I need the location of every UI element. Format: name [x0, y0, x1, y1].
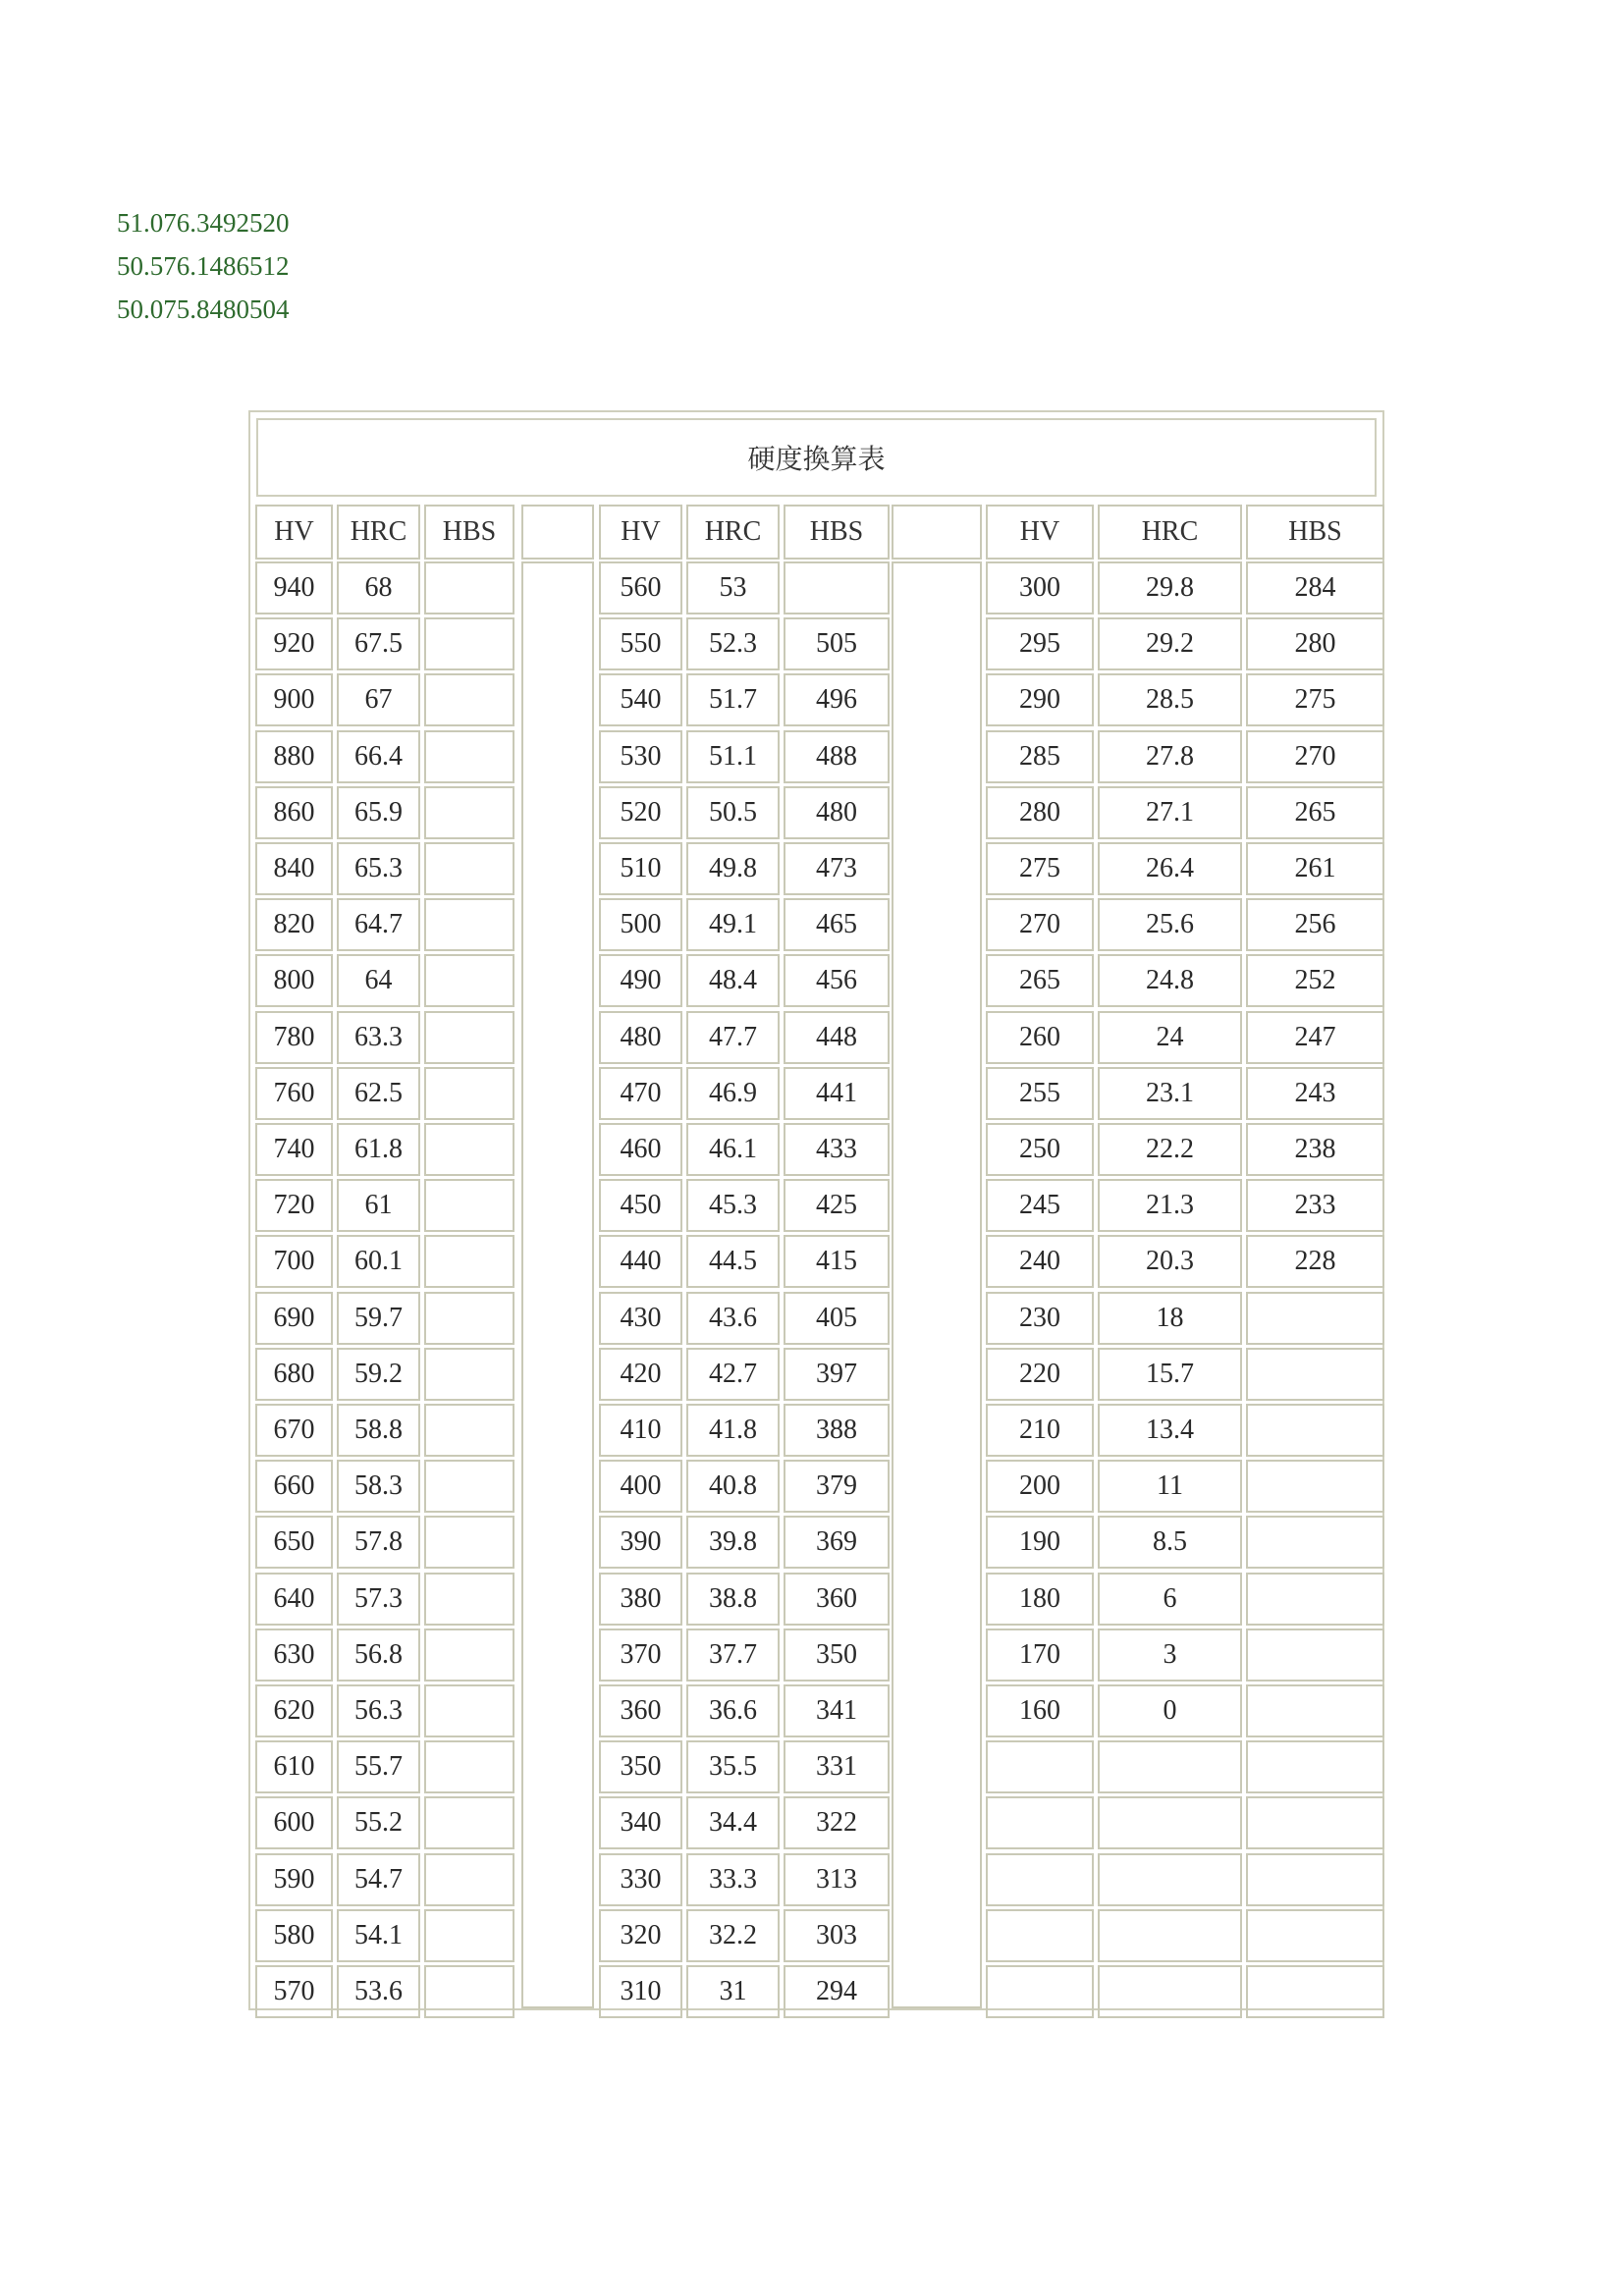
middle-hrc-cell: 39.8 [686, 1516, 780, 1569]
right-header-hrc: HRC [1098, 505, 1242, 560]
middle-hrc-cell: 48.4 [686, 954, 780, 1007]
middle-hbs-cell: 405 [784, 1292, 890, 1345]
left-hv-cell: 720 [255, 1179, 333, 1232]
header-spacer-2 [892, 505, 982, 560]
middle-hbs-cell: 369 [784, 1516, 890, 1569]
left-hrc-cell: 56.3 [337, 1684, 420, 1737]
left-hrc-cell: 59.2 [337, 1348, 420, 1401]
right-hrc-cell: 0 [1098, 1684, 1242, 1737]
left-hrc-cell: 67.5 [337, 617, 420, 670]
right-hrc-cell: 24.8 [1098, 954, 1242, 1007]
right-hbs-cell [1246, 1516, 1384, 1569]
middle-hv-cell: 540 [599, 673, 682, 726]
left-hbs-cell [424, 561, 514, 614]
middle-hbs-cell: 425 [784, 1179, 890, 1232]
middle-hrc-cell: 31 [686, 1965, 780, 2018]
middle-hbs-cell: 496 [784, 673, 890, 726]
middle-hv-cell: 380 [599, 1573, 682, 1626]
middle-hbs-cell: 397 [784, 1348, 890, 1401]
middle-hrc-cell: 35.5 [686, 1740, 780, 1793]
right-hbs-cell: 284 [1246, 561, 1384, 614]
middle-hbs-cell: 350 [784, 1629, 890, 1682]
right-hbs-cell: 275 [1246, 673, 1384, 726]
right-hbs-cell: 265 [1246, 786, 1384, 839]
middle-hbs-cell: 465 [784, 898, 890, 951]
left-hv-cell: 640 [255, 1573, 333, 1626]
right-hv-cell: 160 [986, 1684, 1094, 1737]
right-hrc-cell: 3 [1098, 1629, 1242, 1682]
right-hbs-cell: 238 [1246, 1123, 1384, 1176]
right-hv-cell: 240 [986, 1235, 1094, 1288]
middle-hv-cell: 510 [599, 842, 682, 895]
middle-hv-cell: 370 [599, 1629, 682, 1682]
middle-hbs-cell: 313 [784, 1853, 890, 1906]
left-hv-cell: 630 [255, 1629, 333, 1682]
middle-hrc-cell: 50.5 [686, 786, 780, 839]
left-hv-cell: 940 [255, 561, 333, 614]
right-hrc-cell: 11 [1098, 1460, 1242, 1513]
middle-hrc-cell: 51.7 [686, 673, 780, 726]
right-hv-cell [986, 1796, 1094, 1849]
right-hv-cell [986, 1740, 1094, 1793]
middle-hv-cell: 420 [599, 1348, 682, 1401]
right-hbs-cell: 233 [1246, 1179, 1384, 1232]
left-hv-cell: 840 [255, 842, 333, 895]
left-hbs-cell [424, 1516, 514, 1569]
left-header-hbs: HBS [424, 505, 514, 560]
middle-header-hbs: HBS [784, 505, 890, 560]
right-hrc-cell: 26.4 [1098, 842, 1242, 895]
right-hv-cell: 200 [986, 1460, 1094, 1513]
left-hrc-cell: 66.4 [337, 730, 420, 783]
right-hv-cell: 250 [986, 1123, 1094, 1176]
middle-hv-cell: 320 [599, 1909, 682, 1962]
right-hbs-cell: 228 [1246, 1235, 1384, 1288]
left-hbs-cell [424, 954, 514, 1007]
left-hrc-cell: 68 [337, 561, 420, 614]
middle-hrc-cell: 52.3 [686, 617, 780, 670]
left-hv-cell: 670 [255, 1404, 333, 1457]
right-hbs-cell [1246, 1740, 1384, 1793]
left-hbs-cell [424, 1909, 514, 1962]
hardness-conversion-table [248, 410, 1384, 2010]
left-hbs-cell [424, 1123, 514, 1176]
middle-hrc-cell: 36.6 [686, 1684, 780, 1737]
left-hrc-cell: 64.7 [337, 898, 420, 951]
middle-hbs-cell: 331 [784, 1740, 890, 1793]
right-header-hv: HV [986, 505, 1094, 560]
left-hrc-cell: 59.7 [337, 1292, 420, 1345]
right-hbs-cell: 280 [1246, 617, 1384, 670]
left-hv-cell: 650 [255, 1516, 333, 1569]
column-spacer-2 [892, 561, 982, 2008]
left-hv-cell: 800 [255, 954, 333, 1007]
left-hrc-cell: 61 [337, 1179, 420, 1232]
top-line-1: 51.076.3492520 [117, 208, 290, 238]
right-hv-cell: 275 [986, 842, 1094, 895]
right-hv-cell: 245 [986, 1179, 1094, 1232]
middle-hbs-cell: 480 [784, 786, 890, 839]
left-hv-cell: 740 [255, 1123, 333, 1176]
middle-hbs-cell: 303 [784, 1909, 890, 1962]
right-hbs-cell [1246, 1573, 1384, 1626]
right-hbs-cell: 252 [1246, 954, 1384, 1007]
middle-hv-cell: 530 [599, 730, 682, 783]
left-hrc-cell: 57.3 [337, 1573, 420, 1626]
middle-hv-cell: 330 [599, 1853, 682, 1906]
middle-hrc-cell: 46.9 [686, 1067, 780, 1120]
column-spacer-1 [521, 561, 594, 2008]
middle-hrc-cell: 49.1 [686, 898, 780, 951]
middle-hrc-cell: 47.7 [686, 1011, 780, 1064]
left-header-hrc: HRC [337, 505, 420, 560]
left-hbs-cell [424, 1965, 514, 2018]
left-hbs-cell [424, 1460, 514, 1513]
left-hbs-cell [424, 1235, 514, 1288]
middle-hv-cell: 440 [599, 1235, 682, 1288]
left-hbs-cell [424, 1011, 514, 1064]
middle-hbs-cell [784, 561, 890, 614]
right-hv-cell: 265 [986, 954, 1094, 1007]
middle-hrc-cell: 44.5 [686, 1235, 780, 1288]
left-hv-cell: 820 [255, 898, 333, 951]
middle-hbs-cell: 360 [784, 1573, 890, 1626]
right-hbs-cell [1246, 1460, 1384, 1513]
middle-hv-cell: 400 [599, 1460, 682, 1513]
right-hv-cell [986, 1909, 1094, 1962]
right-hrc-cell: 29.2 [1098, 617, 1242, 670]
left-hbs-cell [424, 1179, 514, 1232]
middle-hrc-cell: 42.7 [686, 1348, 780, 1401]
left-hrc-cell: 58.3 [337, 1460, 420, 1513]
left-hv-cell: 680 [255, 1348, 333, 1401]
right-hrc-cell: 29.8 [1098, 561, 1242, 614]
middle-hv-cell: 390 [599, 1516, 682, 1569]
right-hrc-cell: 18 [1098, 1292, 1242, 1345]
right-hv-cell: 180 [986, 1573, 1094, 1626]
middle-hrc-cell: 43.6 [686, 1292, 780, 1345]
left-hv-cell: 590 [255, 1853, 333, 1906]
middle-hv-cell: 360 [599, 1684, 682, 1737]
left-header-hv: HV [255, 505, 333, 560]
right-hrc-cell [1098, 1909, 1242, 1962]
right-hrc-cell: 6 [1098, 1573, 1242, 1626]
left-hrc-cell: 53.6 [337, 1965, 420, 2018]
middle-hv-cell: 350 [599, 1740, 682, 1793]
middle-hbs-cell: 456 [784, 954, 890, 1007]
left-hv-cell: 600 [255, 1796, 333, 1849]
middle-hrc-cell: 38.8 [686, 1573, 780, 1626]
left-hv-cell: 880 [255, 730, 333, 783]
left-hrc-cell: 57.8 [337, 1516, 420, 1569]
left-hrc-cell: 58.8 [337, 1404, 420, 1457]
middle-hv-cell: 550 [599, 617, 682, 670]
right-hrc-cell: 21.3 [1098, 1179, 1242, 1232]
left-hbs-cell [424, 786, 514, 839]
left-hv-cell: 660 [255, 1460, 333, 1513]
left-hbs-cell [424, 673, 514, 726]
left-hrc-cell: 63.3 [337, 1011, 420, 1064]
top-lines [117, 201, 290, 331]
left-hbs-cell [424, 1740, 514, 1793]
right-hv-cell: 290 [986, 673, 1094, 726]
middle-hv-cell: 450 [599, 1179, 682, 1232]
right-hrc-cell: 23.1 [1098, 1067, 1242, 1120]
right-hv-cell [986, 1965, 1094, 2018]
middle-hbs-cell: 322 [784, 1796, 890, 1849]
right-hrc-cell: 22.2 [1098, 1123, 1242, 1176]
right-hrc-cell: 25.6 [1098, 898, 1242, 951]
middle-hv-cell: 310 [599, 1965, 682, 2018]
right-hv-cell: 220 [986, 1348, 1094, 1401]
left-hv-cell: 700 [255, 1235, 333, 1288]
left-hv-cell: 760 [255, 1067, 333, 1120]
right-hbs-cell [1246, 1684, 1384, 1737]
middle-hv-cell: 490 [599, 954, 682, 1007]
left-hrc-cell: 65.9 [337, 786, 420, 839]
left-hbs-cell [424, 1684, 514, 1737]
left-hrc-cell: 62.5 [337, 1067, 420, 1120]
left-hv-cell: 570 [255, 1965, 333, 2018]
right-hbs-cell: 270 [1246, 730, 1384, 783]
left-hv-cell: 780 [255, 1011, 333, 1064]
right-hv-cell: 280 [986, 786, 1094, 839]
left-hv-cell: 860 [255, 786, 333, 839]
right-hbs-cell [1246, 1965, 1384, 2018]
left-hbs-cell [424, 1573, 514, 1626]
left-hrc-cell: 56.8 [337, 1629, 420, 1682]
right-hbs-cell [1246, 1348, 1384, 1401]
middle-hrc-cell: 34.4 [686, 1796, 780, 1849]
middle-hrc-cell: 37.7 [686, 1629, 780, 1682]
left-hbs-cell [424, 617, 514, 670]
left-hrc-cell: 61.8 [337, 1123, 420, 1176]
middle-hv-cell: 340 [599, 1796, 682, 1849]
right-hbs-cell: 243 [1246, 1067, 1384, 1120]
middle-hv-cell: 410 [599, 1404, 682, 1457]
right-hbs-cell [1246, 1404, 1384, 1457]
middle-hv-cell: 470 [599, 1067, 682, 1120]
left-hrc-cell: 55.7 [337, 1740, 420, 1793]
right-hbs-cell [1246, 1292, 1384, 1345]
middle-hrc-cell: 45.3 [686, 1179, 780, 1232]
left-hv-cell: 900 [255, 673, 333, 726]
right-hrc-cell [1098, 1740, 1242, 1793]
right-hv-cell: 255 [986, 1067, 1094, 1120]
top-line-3: 50.075.8480504 [117, 294, 290, 324]
right-hbs-cell: 261 [1246, 842, 1384, 895]
middle-hbs-cell: 433 [784, 1123, 890, 1176]
left-hrc-cell: 60.1 [337, 1235, 420, 1288]
right-hrc-cell: 8.5 [1098, 1516, 1242, 1569]
middle-hrc-cell: 40.8 [686, 1460, 780, 1513]
right-hv-cell: 295 [986, 617, 1094, 670]
right-hbs-cell [1246, 1909, 1384, 1962]
middle-hrc-cell: 46.1 [686, 1123, 780, 1176]
right-hbs-cell: 256 [1246, 898, 1384, 951]
left-hbs-cell [424, 1348, 514, 1401]
right-hrc-cell: 20.3 [1098, 1235, 1242, 1288]
right-hrc-cell: 27.8 [1098, 730, 1242, 783]
right-hv-cell: 300 [986, 561, 1094, 614]
right-hv-cell: 230 [986, 1292, 1094, 1345]
middle-hrc-cell: 53 [686, 561, 780, 614]
left-hbs-cell [424, 842, 514, 895]
right-hbs-cell [1246, 1629, 1384, 1682]
left-hbs-cell [424, 1796, 514, 1849]
right-hrc-cell [1098, 1853, 1242, 1906]
middle-hv-cell: 460 [599, 1123, 682, 1176]
table-title: 硬度換算表 [256, 418, 1377, 497]
middle-hbs-cell: 379 [784, 1460, 890, 1513]
middle-hrc-cell: 51.1 [686, 730, 780, 783]
left-hrc-cell: 65.3 [337, 842, 420, 895]
left-hrc-cell: 67 [337, 673, 420, 726]
left-hrc-cell: 55.2 [337, 1796, 420, 1849]
top-line-2: 50.576.1486512 [117, 251, 290, 281]
right-hrc-cell: 24 [1098, 1011, 1242, 1064]
middle-hbs-cell: 388 [784, 1404, 890, 1457]
right-hrc-cell: 27.1 [1098, 786, 1242, 839]
left-hrc-cell: 54.1 [337, 1909, 420, 1962]
right-hrc-cell [1098, 1796, 1242, 1849]
left-hbs-cell [424, 1853, 514, 1906]
right-hv-cell: 260 [986, 1011, 1094, 1064]
middle-hrc-cell: 49.8 [686, 842, 780, 895]
left-hrc-cell: 64 [337, 954, 420, 1007]
right-hrc-cell: 28.5 [1098, 673, 1242, 726]
middle-hv-cell: 480 [599, 1011, 682, 1064]
middle-header-hv: HV [599, 505, 682, 560]
left-hv-cell: 690 [255, 1292, 333, 1345]
left-hv-cell: 610 [255, 1740, 333, 1793]
middle-header-hrc: HRC [686, 505, 780, 560]
left-hbs-cell [424, 1292, 514, 1345]
left-hv-cell: 620 [255, 1684, 333, 1737]
left-hbs-cell [424, 730, 514, 783]
right-hv-cell: 270 [986, 898, 1094, 951]
middle-hbs-cell: 505 [784, 617, 890, 670]
right-header-hbs: HBS [1246, 505, 1384, 560]
middle-hv-cell: 520 [599, 786, 682, 839]
right-hv-cell [986, 1853, 1094, 1906]
right-hrc-cell: 15.7 [1098, 1348, 1242, 1401]
middle-hrc-cell: 41.8 [686, 1404, 780, 1457]
right-hv-cell: 190 [986, 1516, 1094, 1569]
left-hrc-cell: 54.7 [337, 1853, 420, 1906]
right-hbs-cell [1246, 1796, 1384, 1849]
left-hv-cell: 580 [255, 1909, 333, 1962]
header-spacer-1 [521, 505, 594, 560]
middle-hv-cell: 500 [599, 898, 682, 951]
right-hrc-cell [1098, 1965, 1242, 2018]
middle-hrc-cell: 33.3 [686, 1853, 780, 1906]
right-hv-cell: 285 [986, 730, 1094, 783]
middle-hbs-cell: 415 [784, 1235, 890, 1288]
right-hv-cell: 170 [986, 1629, 1094, 1682]
left-hbs-cell [424, 1404, 514, 1457]
right-hrc-cell: 13.4 [1098, 1404, 1242, 1457]
left-hbs-cell [424, 1629, 514, 1682]
middle-hbs-cell: 441 [784, 1067, 890, 1120]
right-hbs-cell: 247 [1246, 1011, 1384, 1064]
middle-hbs-cell: 473 [784, 842, 890, 895]
middle-hbs-cell: 294 [784, 1965, 890, 2018]
left-hv-cell: 920 [255, 617, 333, 670]
left-hbs-cell [424, 1067, 514, 1120]
middle-hv-cell: 430 [599, 1292, 682, 1345]
middle-hrc-cell: 32.2 [686, 1909, 780, 1962]
right-hv-cell: 210 [986, 1404, 1094, 1457]
middle-hbs-cell: 448 [784, 1011, 890, 1064]
middle-hbs-cell: 341 [784, 1684, 890, 1737]
middle-hbs-cell: 488 [784, 730, 890, 783]
left-hbs-cell [424, 898, 514, 951]
middle-hv-cell: 560 [599, 561, 682, 614]
right-hbs-cell [1246, 1853, 1384, 1906]
